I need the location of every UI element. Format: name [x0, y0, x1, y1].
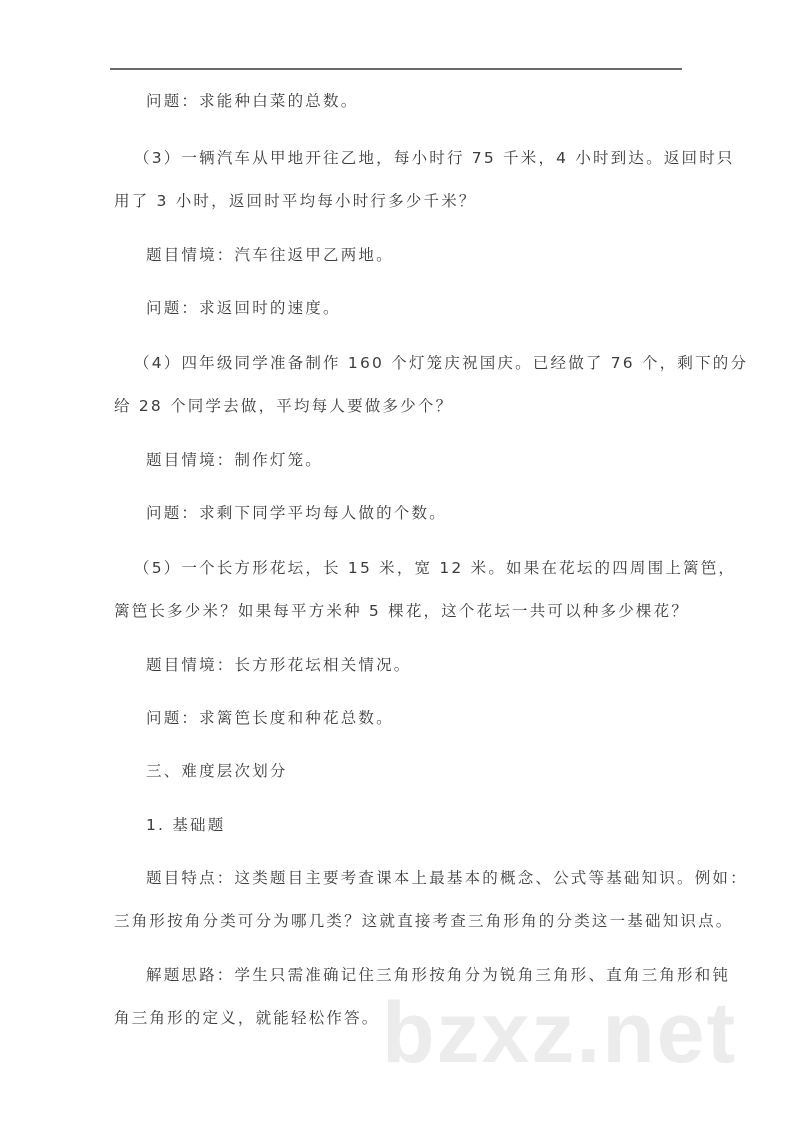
paragraph-line: 篱笆长多少米？如果每平方米种 5 棵花，这个花坛一共可以种多少棵花？ — [114, 602, 690, 620]
paragraph-line: 题目特点：这类题目主要考查课本上最基本的概念、公式等基础知识。例如： — [146, 869, 748, 887]
paragraph-line: 1. 基础题 — [146, 816, 226, 834]
paragraph-line: 解题思路：学生只需准确记住三角形按角分为锐角三角形、直角三角形和钝 — [146, 966, 731, 984]
paragraph-line: （4）四年级同学准备制作 160 个灯笼庆祝国庆。已经做了 76 个，剩下的分 — [134, 354, 749, 372]
paragraph-line: 题目情境：汽车往返甲乙两地。 — [146, 246, 394, 264]
paragraph-line: 问题：求剩下同学平均每人做的个数。 — [146, 504, 447, 522]
paragraph-line: 角三角形的定义，就能轻松作答。 — [114, 1009, 380, 1027]
paragraph-line: 给 28 个同学去做，平均每人要做多少个？ — [114, 397, 454, 415]
paragraph-line: 问题：求篱笆长度和种花总数。 — [146, 709, 394, 727]
paragraph-line: （5）一个长方形花坛，长 15 米，宽 12 米。如果在花坛的四周围上篱笆， — [134, 559, 737, 577]
paragraph-line: 用了 3 小时，返回时平均每小时行多少千米？ — [114, 192, 477, 210]
paragraph-line: 问题：求返回时的速度。 — [146, 299, 341, 317]
paragraph-line: 题目情境：制作灯笼。 — [146, 451, 324, 469]
watermark: bzxz.net — [382, 985, 738, 1081]
paragraph-line: 三、难度层次划分 — [146, 762, 288, 780]
paragraph-line: 题目情境：长方形花坛相关情况。 — [146, 656, 412, 674]
paragraph-line: （3）一辆汽车从甲地开往乙地，每小时行 75 千米，4 小时到达。返回时只 — [134, 149, 735, 167]
header-rule — [110, 68, 682, 70]
paragraph-line: 问题：求能种白菜的总数。 — [146, 92, 359, 110]
paragraph-line: 三角形按角分类可分为哪几类？这就直接考查三角形角的分类这一基础知识点。 — [114, 912, 734, 930]
